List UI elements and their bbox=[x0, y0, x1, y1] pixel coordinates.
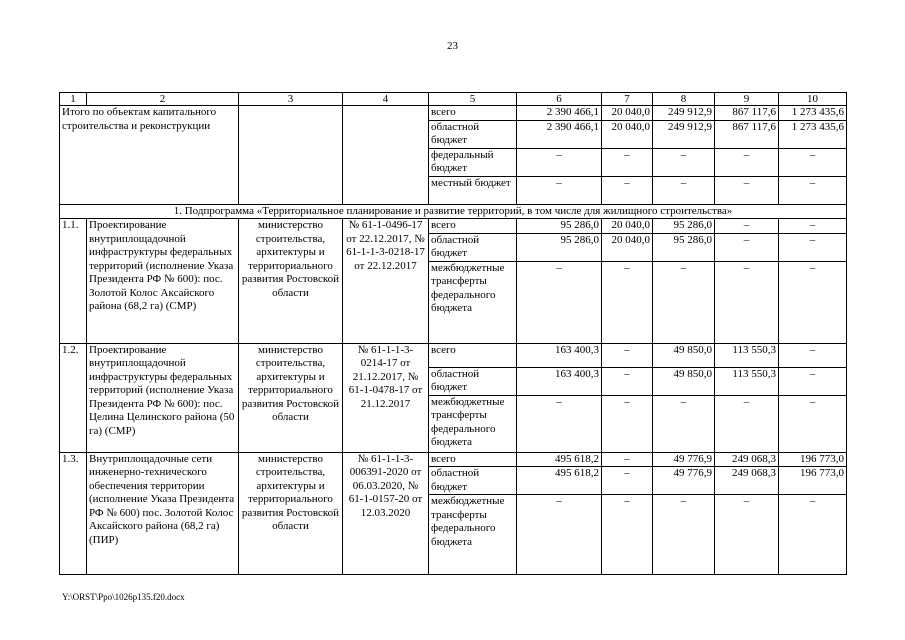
subprogram-title: 1. Подпрограмма «Территориальное планирование и развитие территорий, в том числе для жилищного строительства» bbox=[60, 204, 847, 219]
item-executor: министерство строительства, архитектуры и территориального развития Ростовской области bbox=[239, 452, 343, 575]
value-cell: 49 776,9 bbox=[653, 452, 715, 467]
total-docs bbox=[343, 106, 429, 205]
value-cell: 2 390 466,1 bbox=[517, 106, 602, 121]
funding-type: областной бюджет bbox=[429, 233, 517, 261]
value-cell: – bbox=[779, 395, 847, 452]
value-cell: 95 286,0 bbox=[653, 219, 715, 234]
value-cell: 95 286,0 bbox=[517, 233, 602, 261]
page-number: 23 bbox=[447, 40, 458, 52]
funding-type: областной бюджет bbox=[429, 467, 517, 495]
value-cell: 249 912,9 bbox=[653, 120, 715, 148]
value-cell: – bbox=[779, 176, 847, 204]
col-number: 8 bbox=[653, 93, 715, 106]
funding-type: федеральный бюджет bbox=[429, 148, 517, 176]
value-cell: – bbox=[602, 176, 653, 204]
value-cell: 163 400,3 bbox=[517, 343, 602, 367]
value-cell: 1 273 435,6 bbox=[779, 106, 847, 121]
item-number: 1.3. bbox=[60, 452, 87, 575]
funding-type: всего bbox=[429, 452, 517, 467]
table-row bbox=[60, 452, 847, 467]
funding-type: всего bbox=[429, 343, 517, 367]
value-cell: 249 068,3 bbox=[715, 452, 779, 467]
value-cell: – bbox=[779, 495, 847, 575]
col-number: 3 bbox=[239, 93, 343, 106]
total-label: Итого по объектам капитального строительства и реконструкции bbox=[60, 106, 239, 205]
value-cell: – bbox=[779, 343, 847, 367]
funding-type: межбюджетные трансферты федерального бюджета bbox=[429, 495, 517, 575]
value-cell: – bbox=[779, 233, 847, 261]
subprogram-row bbox=[60, 204, 847, 219]
value-cell: – bbox=[779, 148, 847, 176]
table-row bbox=[60, 219, 847, 234]
funding-type: областной бюджет bbox=[429, 120, 517, 148]
col-number: 9 bbox=[715, 93, 779, 106]
item-docs: № 61-1-1-3-006391-2020 от 06.03.2020, № 61-1-0157-20 от 12.03.2020 bbox=[343, 452, 429, 575]
value-cell: 49 776,9 bbox=[653, 467, 715, 495]
value-cell: 163 400,3 bbox=[517, 367, 602, 395]
value-cell: 20 040,0 bbox=[602, 233, 653, 261]
value-cell: – bbox=[779, 261, 847, 343]
value-cell: 249 068,3 bbox=[715, 467, 779, 495]
item-number: 1.2. bbox=[60, 343, 87, 452]
total-executor bbox=[239, 106, 343, 205]
value-cell: – bbox=[715, 148, 779, 176]
value-cell: – bbox=[653, 261, 715, 343]
value-cell: – bbox=[602, 261, 653, 343]
table-row bbox=[60, 343, 847, 367]
item-name: Проектирование внутриплощадочной инфраструктуры федеральных территорий (исполнение Указа Президента РФ № 600): пос. Золотой Колос Аксайского района (68,2 га) (СМР) bbox=[87, 219, 239, 344]
value-cell: – bbox=[653, 176, 715, 204]
funding-type: межбюджетные трансферты федерального бюджета bbox=[429, 395, 517, 452]
value-cell: 196 773,0 bbox=[779, 452, 847, 467]
value-cell: 49 850,0 bbox=[653, 343, 715, 367]
value-cell: 1 273 435,6 bbox=[779, 120, 847, 148]
value-cell: – bbox=[602, 467, 653, 495]
value-cell: – bbox=[517, 495, 602, 575]
value-cell: – bbox=[602, 495, 653, 575]
value-cell: – bbox=[715, 176, 779, 204]
item-executor: министерство строительства, архитектуры и территориального развития Ростовской области bbox=[239, 219, 343, 344]
value-cell: – bbox=[653, 148, 715, 176]
value-cell: 867 117,6 bbox=[715, 120, 779, 148]
value-cell: – bbox=[602, 343, 653, 367]
file-path-footer: Y:\ORST\Ppo\1026p135.f20.docx bbox=[62, 592, 185, 602]
col-number: 1 bbox=[60, 93, 87, 106]
col-number: 6 bbox=[517, 93, 602, 106]
value-cell: – bbox=[715, 233, 779, 261]
value-cell: – bbox=[653, 495, 715, 575]
budget-table bbox=[59, 92, 847, 575]
col-number: 5 bbox=[429, 93, 517, 106]
value-cell: – bbox=[517, 261, 602, 343]
value-cell: 49 850,0 bbox=[653, 367, 715, 395]
value-cell: 20 040,0 bbox=[602, 120, 653, 148]
item-docs: № 61-1-0496-17 от 22.12.2017, № 61-1-1-3-0218-17 от 22.12.2017 bbox=[343, 219, 429, 344]
value-cell: – bbox=[517, 148, 602, 176]
value-cell: – bbox=[715, 219, 779, 234]
value-cell: – bbox=[653, 395, 715, 452]
value-cell: 495 618,2 bbox=[517, 467, 602, 495]
col-number: 10 bbox=[779, 93, 847, 106]
column-number-row bbox=[60, 93, 847, 106]
funding-type: межбюджетные трансферты федерального бюджета bbox=[429, 261, 517, 343]
value-cell: – bbox=[517, 176, 602, 204]
col-number: 4 bbox=[343, 93, 429, 106]
table-row bbox=[60, 106, 847, 121]
value-cell: 113 550,3 bbox=[715, 367, 779, 395]
item-name: Проектирование внутриплощадочной инфраструктуры федеральных территорий (исполнение Указа Президента РФ № 600): пос. Целина Целинского района (50 га) (СМР) bbox=[87, 343, 239, 452]
value-cell: 2 390 466,1 bbox=[517, 120, 602, 148]
col-number: 7 bbox=[602, 93, 653, 106]
funding-type: областной бюджет bbox=[429, 367, 517, 395]
value-cell: 95 286,0 bbox=[653, 233, 715, 261]
value-cell: – bbox=[715, 495, 779, 575]
value-cell: – bbox=[715, 395, 779, 452]
item-name: Внутриплощадочные сети инженерно-технического обеспечения территории (исполнение Указа Президента РФ № 600) пос. Золотой Колос Аксайского района (68,2 га) (ПИР) bbox=[87, 452, 239, 575]
value-cell: 20 040,0 bbox=[602, 106, 653, 121]
value-cell: – bbox=[602, 452, 653, 467]
col-number: 2 bbox=[87, 93, 239, 106]
value-cell: 95 286,0 bbox=[517, 219, 602, 234]
value-cell: – bbox=[602, 148, 653, 176]
value-cell: – bbox=[602, 395, 653, 452]
item-number: 1.1. bbox=[60, 219, 87, 344]
funding-type: всего bbox=[429, 106, 517, 121]
value-cell: – bbox=[602, 367, 653, 395]
value-cell: – bbox=[779, 219, 847, 234]
value-cell: 196 773,0 bbox=[779, 467, 847, 495]
value-cell: 20 040,0 bbox=[602, 219, 653, 234]
funding-type: всего bbox=[429, 219, 517, 234]
item-docs: № 61-1-1-3-0214-17 от 21.12.2017, № 61-1-0478-17 от 21.12.2017 bbox=[343, 343, 429, 452]
value-cell: – bbox=[517, 395, 602, 452]
value-cell: – bbox=[715, 261, 779, 343]
value-cell: 495 618,2 bbox=[517, 452, 602, 467]
value-cell: 113 550,3 bbox=[715, 343, 779, 367]
value-cell: 249 912,9 bbox=[653, 106, 715, 121]
funding-type: местный бюджет bbox=[429, 176, 517, 204]
item-executor: министерство строительства, архитектуры и территориального развития Ростовской области bbox=[239, 343, 343, 452]
value-cell: – bbox=[779, 367, 847, 395]
value-cell: 867 117,6 bbox=[715, 106, 779, 121]
